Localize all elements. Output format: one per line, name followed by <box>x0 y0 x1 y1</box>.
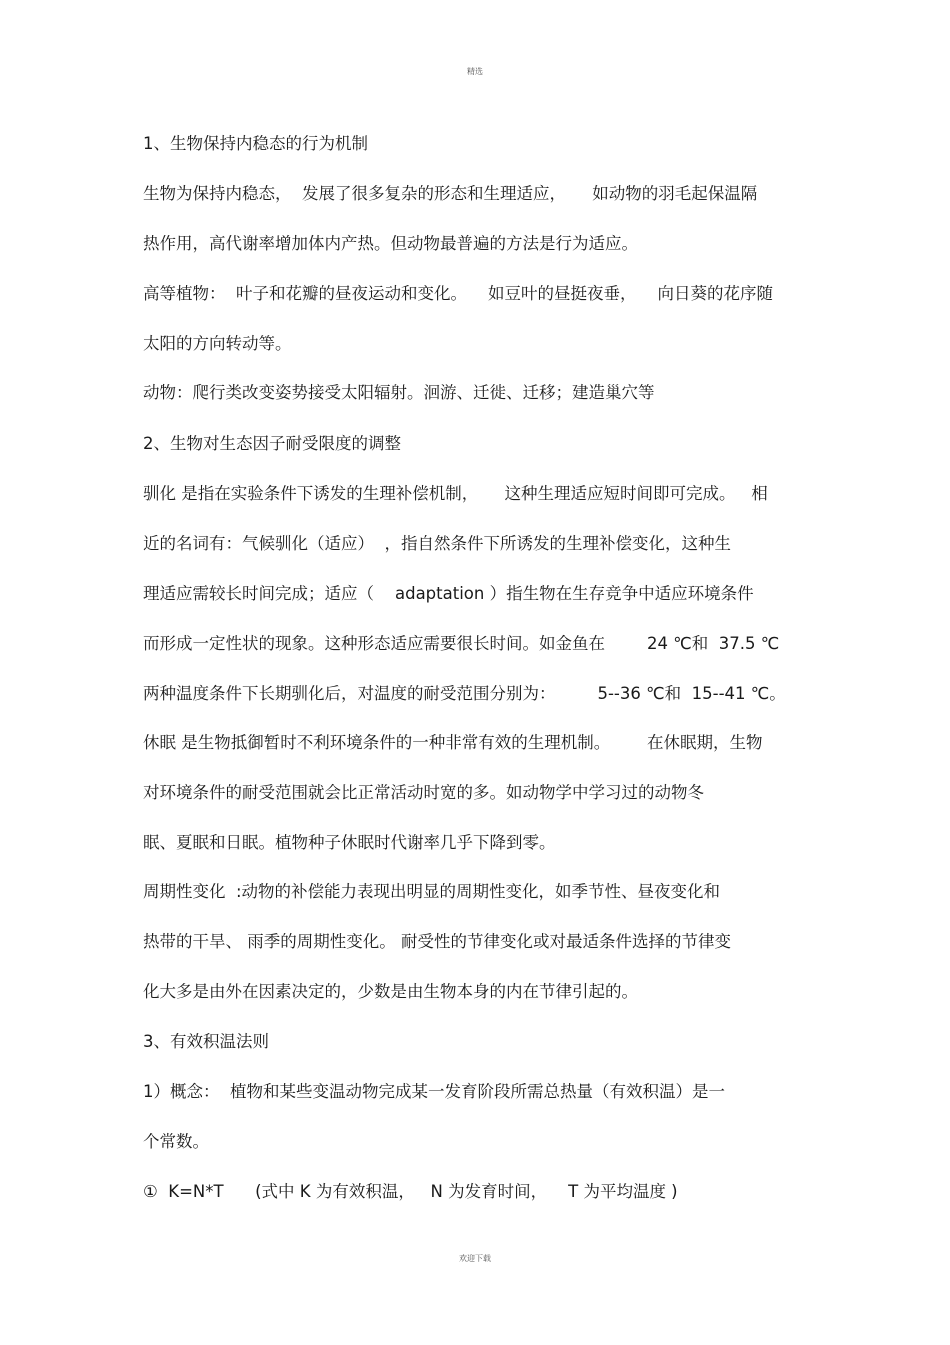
page-header: 精选 <box>467 67 483 76</box>
paragraph-line: 个常数。 <box>143 1132 209 1151</box>
paragraph-line: 眠、夏眠和日眠。植物种子休眠时代谢率几乎下降到零。 <box>143 833 556 852</box>
paragraph-line: 驯化 是指在实验条件下诱发的生理补偿机制， 这种生理适应短时间即可完成。 相 <box>143 484 768 503</box>
paragraph-line: 动物：爬行类改变姿势接受太阳辐射。洄游、迁徙、迁移；建造巢穴等 <box>143 383 655 402</box>
paragraph-line: 高等植物： 叶子和花瓣的昼夜运动和变化。 如豆叶的昼挺夜垂， 向日葵的花序随 <box>143 284 773 303</box>
paragraph-line: 太阳的方向转动等。 <box>143 334 292 353</box>
paragraph-line: 热作用，高代谢率增加体内产热。但动物最普遍的方法是行为适应。 <box>143 234 638 253</box>
page-footer: 欢迎下载 <box>459 1254 491 1263</box>
paragraph-line: 对环境条件的耐受范围就会比正常活动时宽的多。如动物学中学习过的动物冬 <box>143 783 704 802</box>
section-heading-1: 1、生物保持内稳态的行为机制 <box>143 134 368 153</box>
paragraph-line: 近的名词有：气候驯化（适应） ，指自然条件下所诱发的生理补偿变化，这种生 <box>143 534 731 553</box>
formula-line: ① K=N*T (式中 K 为有效积温， N 为发育时间， T 为平均温度 ) <box>143 1182 678 1201</box>
paragraph-line: 周期性变化 :动物的补偿能力表现出明显的周期性变化，如季节性、昼夜变化和 <box>143 882 721 901</box>
paragraph-line: 理适应需较长时间完成；适应（ adaptation ）指生物在生存竞争中适应环境条件 <box>143 584 754 603</box>
paragraph-line: 而形成一定性状的现象。这种形态适应需要很长时间。如金鱼在 24 ℃和 37.5 ℃ <box>143 634 780 653</box>
section-heading-3: 3、有效积温法则 <box>143 1032 269 1051</box>
paragraph-line: 热带的干旱、 雨季的周期性变化。 耐受性的节律变化或对最适条件选择的节律变 <box>143 932 731 951</box>
paragraph-line: 化大多是由外在因素决定的，少数是由生物本身的内在节律引起的。 <box>143 982 638 1001</box>
paragraph-line: 生物为保持内稳态， 发展了很多复杂的形态和生理适应， 如动物的羽毛起保温隔 <box>143 184 758 203</box>
paragraph-line: 1）概念： 植物和某些变温动物完成某一发育阶段所需总热量（有效积温）是一 <box>143 1082 725 1101</box>
paragraph-line: 两种温度条件下长期驯化后，对温度的耐受范围分别为： 5--36 ℃和 15--41 ℃。 <box>143 684 786 703</box>
paragraph-line: 休眠 是生物抵御暂时不利环境条件的一种非常有效的生理机制。 在休眠期，生物 <box>143 733 763 752</box>
section-heading-2: 2、生物对生态因子耐受限度的调整 <box>143 434 401 453</box>
